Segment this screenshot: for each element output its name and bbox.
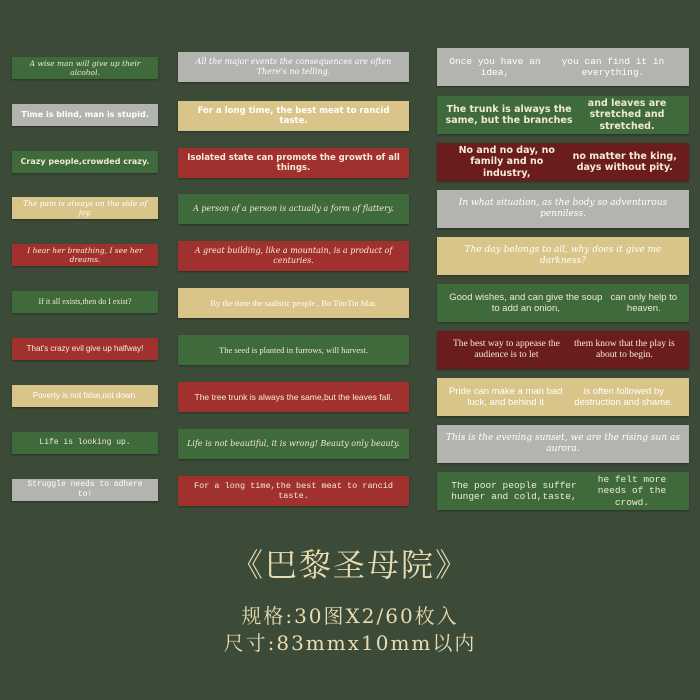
quote-text: Life is not beautiful, it is wrong! Beauty only beauty.: [187, 439, 400, 449]
size-text: 尺寸:83mmx10mm以内: [223, 631, 477, 655]
quote-sticker: [12, 291, 158, 313]
quote-text: Isolated state can promote the growth of all things.: [187, 152, 400, 173]
quote-text: The tree trunk is always the same,but the leaves fall.: [194, 391, 393, 402]
quote-text: In what situation, as the body so adventurous penniless.: [458, 198, 668, 219]
quote-text: That's crazy evil give up halfway!: [26, 344, 144, 354]
quote-text: All the major events the consequences are often There's no telling.: [195, 57, 392, 76]
quote-text: A great building, like a mountain, is a product of centuries.: [194, 246, 393, 265]
quote-sticker: [12, 104, 158, 126]
quote-text: The poor people suffer hunger and cold,taste,: [451, 479, 577, 502]
quote-text: A person of a person is actually a form of flattery.: [193, 204, 394, 214]
quote-text: No and no day, no family and no industry,: [458, 144, 555, 179]
quote-text: The pain is always on the side of joy.: [23, 199, 147, 217]
quote-sticker: [12, 57, 158, 79]
quote-sticker: [437, 472, 689, 510]
quote-text: Pride can make a man bad luck, and behind it: [448, 385, 563, 408]
quote-text: Good wishes, and can give the soup to add an onion,: [449, 291, 603, 314]
quote-text: The best way to appease the audience is to let: [453, 338, 560, 360]
quote-sticker: [178, 52, 409, 82]
quote-sticker: [12, 385, 158, 407]
quote-text: For a long time, the best meat to rancid taste.: [197, 105, 390, 126]
quote-sticker: [178, 335, 409, 365]
quote-text: Once you have an idea,: [449, 55, 541, 78]
quote-text: and leaves are stretched and stretched.: [587, 97, 667, 132]
quote-sticker: [178, 194, 409, 224]
quote-sticker: [12, 151, 158, 173]
quote-sticker: [437, 331, 689, 369]
quote-sticker: [178, 429, 409, 459]
quote-text: Poverty is not false,not down.: [32, 391, 138, 401]
quote-text: is often followed by destruction and shame.: [574, 385, 674, 408]
quote-sticker: [437, 284, 689, 322]
quote-text: For a long time,the best meat to rancid taste.: [194, 480, 393, 501]
quote-sticker: [437, 425, 689, 463]
quote-sticker: [12, 479, 158, 501]
product-title: 《巴黎圣母院》: [230, 546, 469, 584]
quote-sticker: [12, 432, 158, 454]
quote-text: I hear her breathing, I see her dreams.: [27, 246, 143, 264]
quote-sticker: [12, 338, 158, 360]
quote-sticker: [437, 190, 689, 228]
quote-text: can only help to heaven.: [610, 291, 678, 314]
quote-text: If it all exists,then do I exist?: [38, 297, 132, 307]
quote-sticker: [178, 101, 409, 131]
quote-text: you can find it in everything.: [561, 55, 665, 78]
quote-text: no matter the king, days without pity.: [572, 150, 677, 173]
quote-sticker: [437, 378, 689, 416]
quote-sticker: [178, 148, 409, 178]
quote-text: Struggle needs to adhere to!: [27, 480, 143, 499]
quote-sticker: [178, 476, 409, 506]
spec-text: 规格:30图X2/60枚入: [241, 604, 459, 628]
quote-sticker: [12, 197, 158, 219]
quote-text: Life is looking up.: [39, 438, 131, 448]
quote-text: Crazy people,crowded crazy.: [20, 157, 150, 167]
quote-text: By the time the sadistic people , Bo TimTin Mat.: [210, 297, 377, 308]
quote-sticker: [12, 244, 158, 266]
quote-text: A wise man will give up their alcohol.: [29, 59, 141, 77]
quote-sticker: [178, 288, 409, 318]
quote-text: he felt more needs of the crowd.: [597, 473, 667, 508]
quote-text: Time is blind, man is stupid.: [21, 110, 149, 120]
quote-sticker: [437, 96, 689, 134]
quote-sticker: [178, 382, 409, 412]
quote-sticker: [437, 48, 689, 86]
quote-text: This is the evening sunset, we are the rising sun as aurora.: [446, 433, 680, 454]
quote-sticker: [437, 143, 689, 181]
quote-text: them know that the play is about to begin.: [574, 338, 675, 360]
quote-text: The seed is planted in furrows, will harvest.: [219, 344, 368, 355]
quote-text: The trunk is always the same, but the branches: [445, 103, 573, 126]
quote-sticker: [178, 241, 409, 271]
quote-text: The day belongs to all, why does it give me darkness?: [464, 245, 662, 266]
quote-sticker: [437, 237, 689, 275]
